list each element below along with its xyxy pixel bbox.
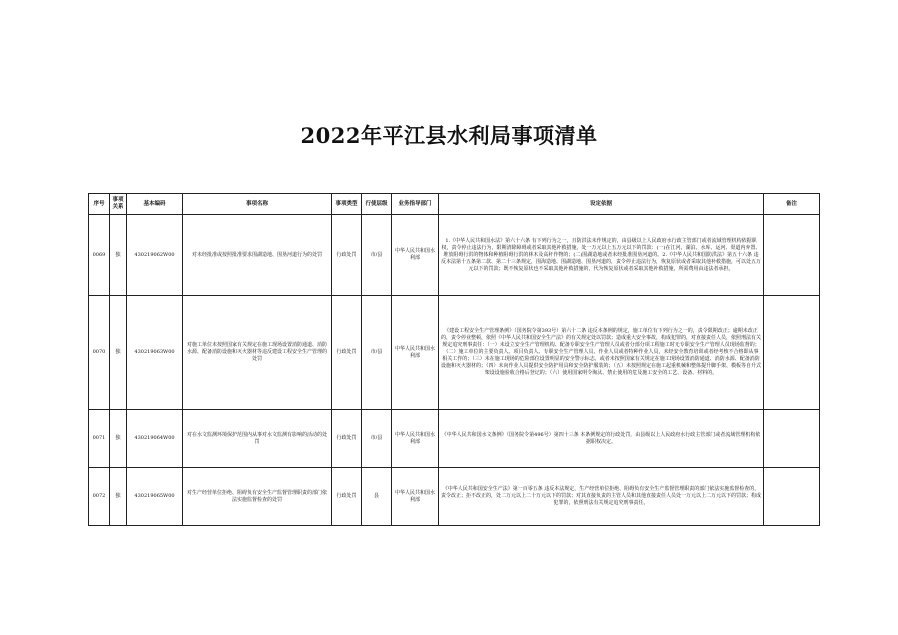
header-name: 事项名称 (183, 194, 332, 215)
cell-level: 市/县 (362, 410, 392, 468)
cell-dept: 中华人民共和国水利部 (392, 215, 439, 296)
table-row (89, 410, 820, 468)
cell-type: 行政处罚 (332, 296, 362, 410)
table-row (89, 215, 820, 296)
header-type: 事项类型 (332, 194, 362, 215)
cell-code: 430219063W00 (127, 296, 183, 410)
header-relation: 事项关系 (110, 194, 127, 215)
cell-type: 行政处罚 (332, 468, 362, 526)
cell-code: 430219064W00 (127, 410, 183, 468)
header-remark: 备注 (764, 194, 820, 215)
cell-name: 对在水文监测环境保护范围内从事对水文监测有影响的活动的处罚 (183, 410, 332, 468)
header-level: 行使层级 (362, 194, 392, 215)
cell-name: 对生产经营单位拒绝、阻碍负有安全生产监督管理职责的部门依法实施监督检查的处罚 (183, 468, 332, 526)
page-title: 2022年平江县水利局事项清单 (300, 123, 598, 148)
items-table (88, 193, 820, 526)
table-row (89, 296, 820, 410)
cell-basis: 1.《中华人民共和国水法》第六十六条 有下列行为之一，且防洪法未作规定的，由县级以上人民政府水行政主管部门或者流域管理机构依据职权，责令停止违法行为，限期清除障碍或者采取其他补救措施，处一万元以上五万元以下的罚款：(一)在江河、湖泊、水库、运河、渠道内弃置、堆放阻碍行洪的物体和种植阻碍行洪的林木及高秆作物的；(二)围湖造地或者未经批准围垦河道的。2.《中华人民共和国防洪法》第五十六条 违反本法第十五条第二款、第二十三条规定，围海造地、围湖造地、围垦河道的，责令停止违法行为，恢复原状或者采取其他补救措施，可以处五万元以下的罚款；既不恢复原状也不采取其他补救措施的，代为恢复原状或者采取其他补救措施，所需费用由违法者承担。 (439, 215, 764, 296)
cell-basis: 《建设工程安全生产管理条例》（国务院令第393号）第六十二条 违反本条例的规定，施工单位有下列行为之一的，责令限期改正；逾期未改正的，责令停业整顿，依照《中华人民共和国安全生产法》的有关规定处以罚款；造成重大安全事故，构成犯罪的，对直接责任人员，依照刑法有关规定追究刑事责任：（一）未设立安全生产管理机构、配备专职安全生产管理人员或者分部分项工程施工时无专职安全生产管理人员现场监督的；（二）施工单位的主要负责人、项目负责人、专职安全生产管理人员、作业人员或者特种作业人员，未经安全教育培训或者经考核不合格即从事相关工作的；（三）未在施工现场的危险部位设置明显的安全警示标志，或者未按照国家有关规定在施工现场设置消防通道、消防水源、配备消防设施和灭火器材的；（四）未向作业人员提供安全防护用具和安全防护服装的；（五）未按照规定在施工起重机械和整体提升脚手架、模板等自升式架设设施验收合格后登记的；（六）使用国家明令淘汰、禁止使用的危及施工安全的工艺、设备、材料的。 (439, 296, 764, 410)
cell-remark (764, 296, 820, 410)
cell-remark (764, 215, 820, 296)
cell-dept: 中华人民共和国水利部 (392, 296, 439, 410)
cell-name: 对施工单位未按照国家有关规定在施工现场设置消防通道、消防水源、配备消防设施和灭火器材等违反建设工程安全生产管理的处罚 (183, 296, 332, 410)
cell-relation: 独 (110, 468, 127, 526)
cell-level: 市/县 (362, 296, 392, 410)
cell-type: 行政处罚 (332, 410, 362, 468)
cell-level: 市/县 (362, 215, 392, 296)
cell-seq: 0071 (89, 410, 110, 468)
cell-type: 行政处罚 (332, 215, 362, 296)
cell-name: 对未经批准或按照批准要求围湖造地、围垦河道行为的处罚 (183, 215, 332, 296)
header-row (89, 194, 820, 215)
cell-remark (764, 410, 820, 468)
cell-remark (764, 468, 820, 526)
cell-seq: 0070 (89, 296, 110, 410)
cell-dept: 中华人民共和国水利部 (392, 468, 439, 526)
table-row (89, 468, 820, 526)
cell-code: 430219065W00 (127, 468, 183, 526)
cell-level: 县 (362, 468, 392, 526)
header-seq: 序号 (89, 194, 110, 215)
cell-dept: 中华人民共和国水利部 (392, 410, 439, 468)
cell-basis: 《中华人民共和国安全生产法》第一百零五条 违反本法规定，生产经营单位拒绝、阻碍负有安全生产监督管理职责的部门依法实施监督检查的，责令改正；拒不改正的，处二万元以上二十万元以下的罚款；对其直接负责的主管人员和其他直接责任人员处一万元以上二万元以下的罚款；构成犯罪的，依照刑法有关规定追究刑事责任。 (439, 468, 764, 526)
cell-relation: 独 (110, 410, 127, 468)
header-dept: 业务指导部门 (392, 194, 439, 215)
cell-seq: 0069 (89, 215, 110, 296)
cell-relation: 独 (110, 296, 127, 410)
header-code: 基本编码 (127, 194, 183, 215)
cell-basis: 《中华人民共和国水文条例》（国务院令第496号）第四十三条 本条例规定的行政处罚，由县级以上人民政府水行政主管部门或者流域管理机构依据职权决定。 (439, 410, 764, 468)
cell-code: 430219062W00 (127, 215, 183, 296)
header-basis: 设定依据 (439, 194, 764, 215)
cell-relation: 独 (110, 215, 127, 296)
cell-seq: 0072 (89, 468, 110, 526)
